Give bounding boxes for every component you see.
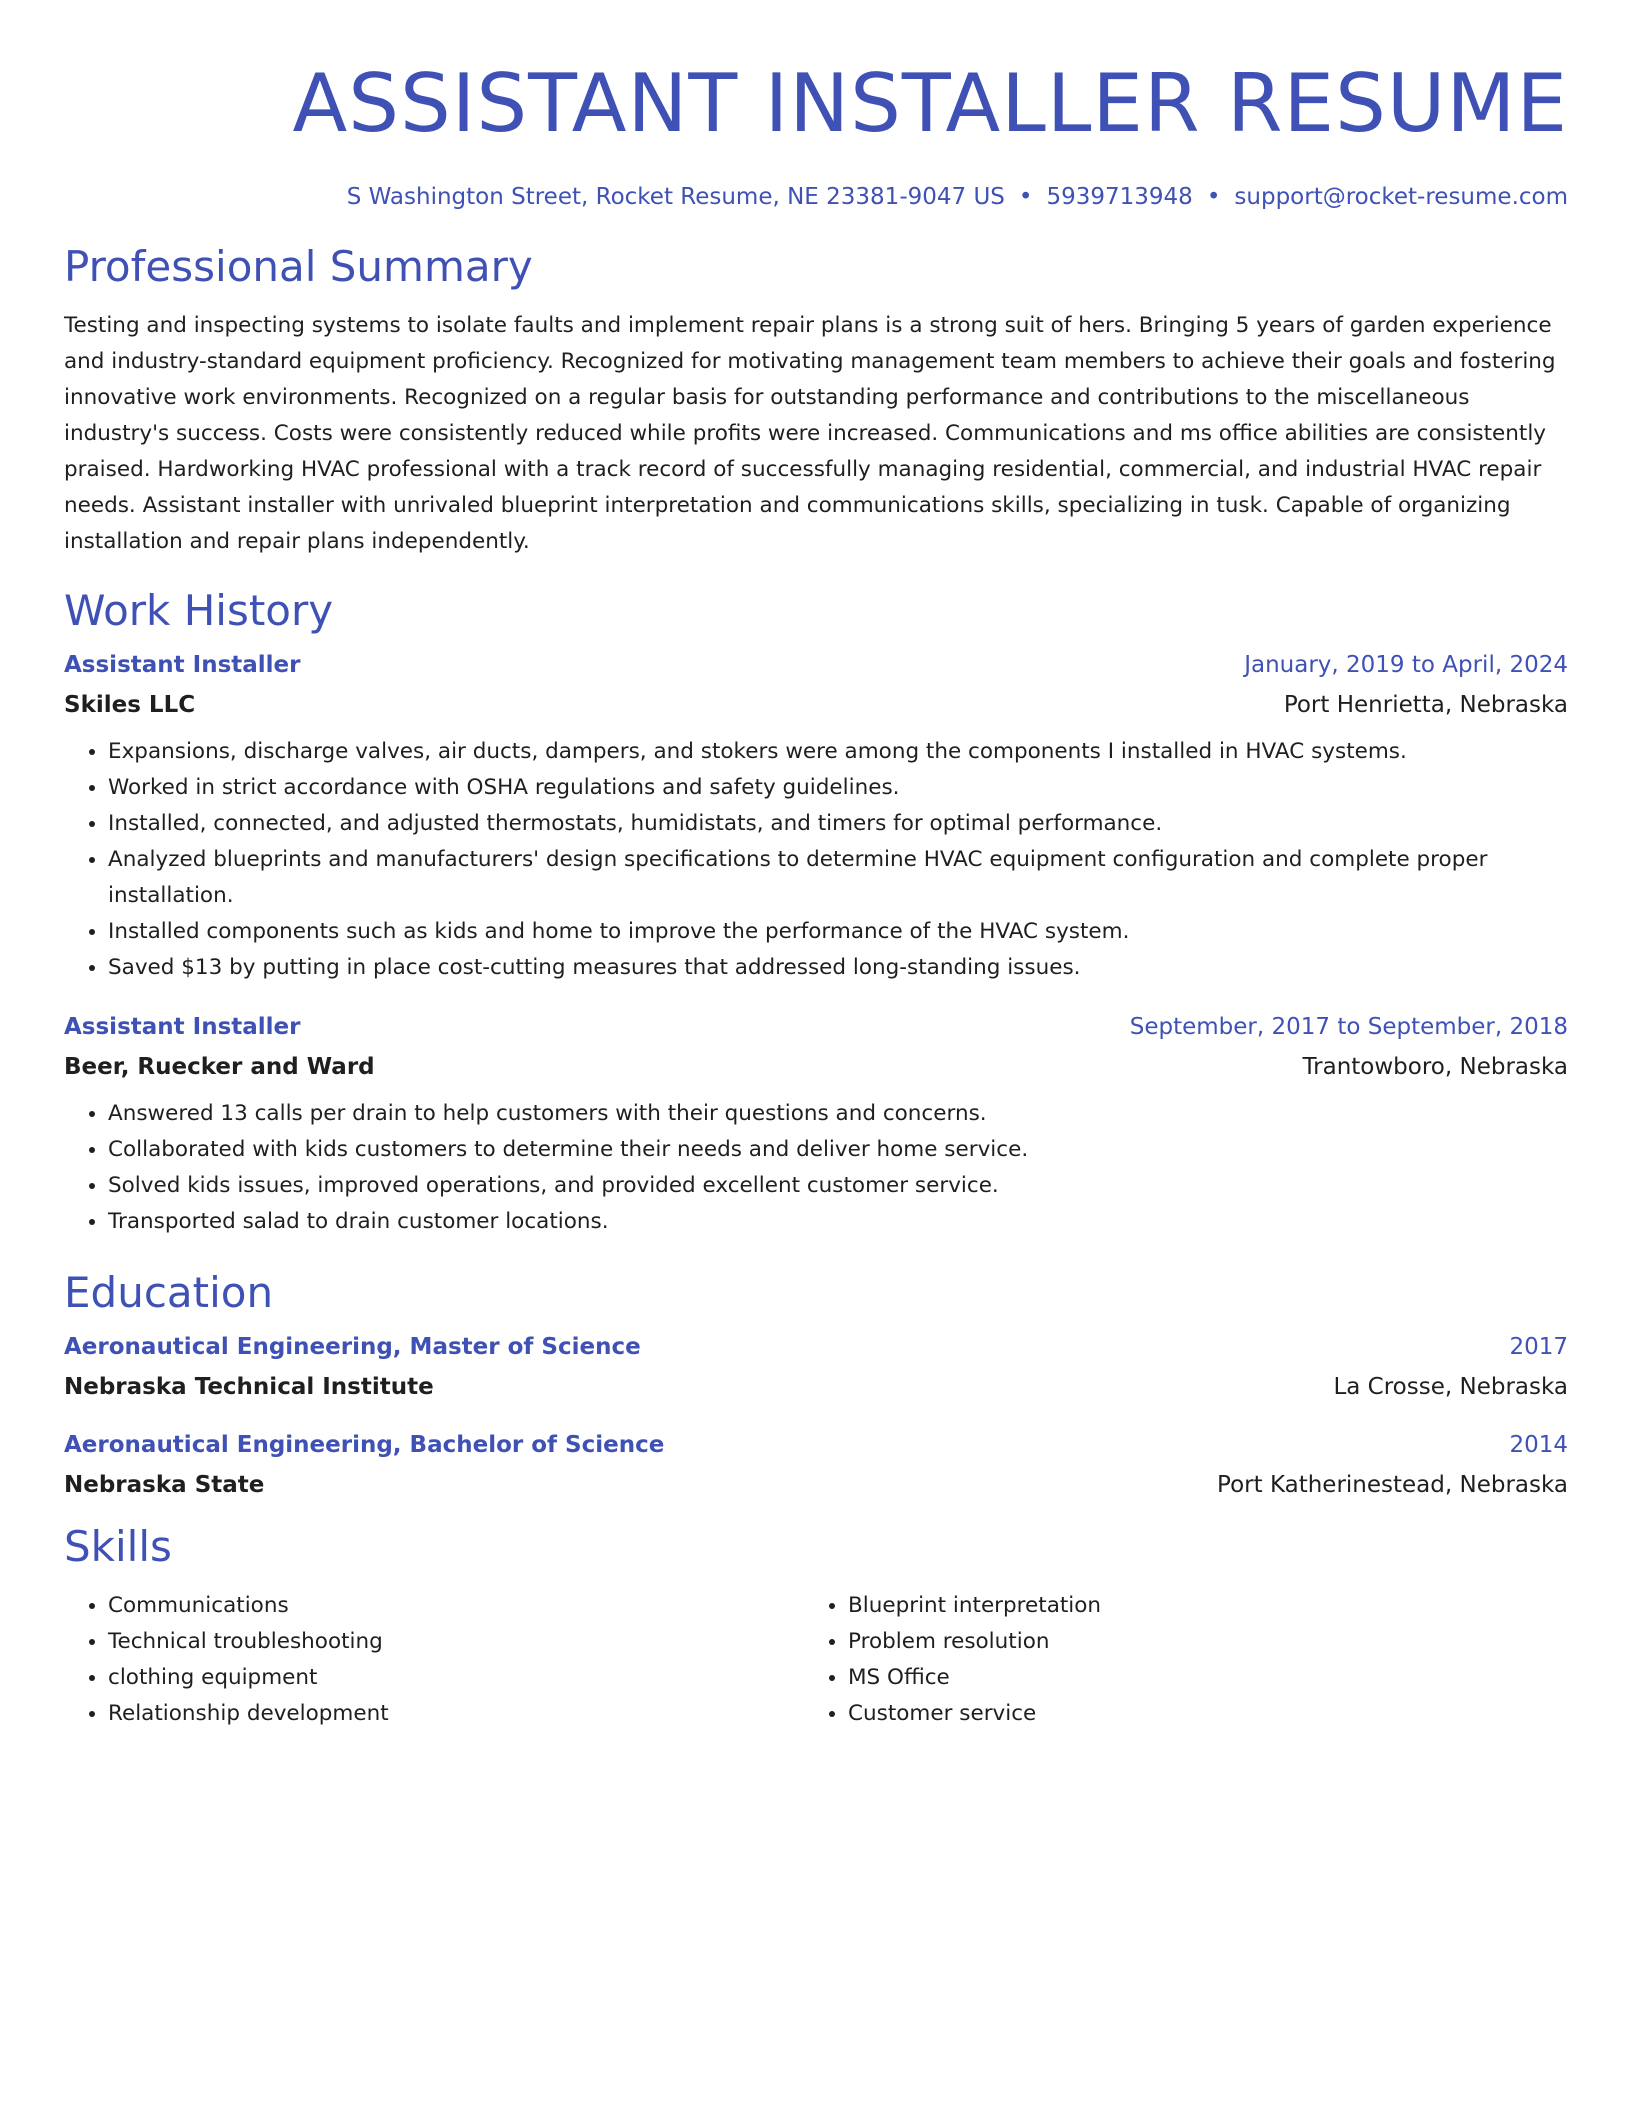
- list-item: • Expansions, discharge valves, air ducts, dampers, and stokers were among the components I installed in HVAC systems.: [108, 734, 1568, 770]
- education-location: La Crosse, Nebraska: [1333, 1374, 1568, 1400]
- job-company: Skiles LLC: [64, 692, 196, 718]
- skills-grid: [64, 1588, 1568, 1732]
- list-item: • Communications: [108, 1588, 804, 1624]
- resume-header: [64, 56, 1568, 212]
- job-location: Trantowboro, Nebraska: [1302, 1054, 1568, 1080]
- job-company-row: [64, 680, 1568, 720]
- job-header-row: [64, 650, 1568, 680]
- education-year: 2014: [1509, 1432, 1568, 1458]
- job-bullet-list: [64, 1096, 1568, 1240]
- job-company-row: [64, 1042, 1568, 1082]
- list-item: • Transported salad to drain customer locations.: [108, 1204, 1568, 1240]
- list-item: • Worked in strict accordance with OSHA regulations and safety guidelines.: [108, 770, 1568, 806]
- list-item: • Technical troubleshooting: [108, 1624, 804, 1660]
- list-item: • Blueprint interpretation: [848, 1588, 1544, 1624]
- contact-separator: •: [1206, 184, 1221, 210]
- list-item: • Collaborated with kids customers to determine their needs and deliver home service.: [108, 1132, 1568, 1168]
- education-degree: Aeronautical Engineering, Master of Science: [64, 1334, 641, 1360]
- list-item: • Solved kids issues, improved operations, and provided excellent customer service.: [108, 1168, 1568, 1204]
- list-item: • MS Office: [848, 1660, 1544, 1696]
- education-section: [64, 1268, 1568, 1500]
- work-history-section: [64, 586, 1568, 1240]
- job-header-row: [64, 1012, 1568, 1042]
- education-location: Port Katherinestead, Nebraska: [1217, 1472, 1568, 1498]
- contact-separator: •: [1018, 184, 1033, 210]
- list-item: • clothing equipment: [108, 1660, 804, 1696]
- education-entry: [64, 1332, 1568, 1402]
- skills-section: [64, 1522, 1568, 1732]
- education-year: 2017: [1509, 1334, 1568, 1360]
- job-entry: [64, 1012, 1568, 1240]
- list-item: • Relationship development: [108, 1696, 804, 1732]
- contact-email: support@rocket-resume.com: [1234, 184, 1568, 210]
- contact-address: S Washington Street, Rocket Resume, NE 23381-9047 US: [346, 184, 1005, 210]
- education-school: Nebraska State: [64, 1472, 265, 1498]
- list-item: • Analyzed blueprints and manufacturers' design specifications to determine HVAC equipment configuration and complete proper installation.: [108, 842, 1568, 914]
- job-entry: [64, 650, 1568, 986]
- list-item: • Installed, connected, and adjusted thermostats, humidistats, and timers for optimal performance.: [108, 806, 1568, 842]
- list-item: • Answered 13 calls per drain to help customers with their questions and concerns.: [108, 1096, 1568, 1132]
- education-header-row: [64, 1332, 1568, 1362]
- list-item: • Installed components such as kids and home to improve the performance of the HVAC system.: [108, 914, 1568, 950]
- job-role: Assistant Installer: [64, 1014, 301, 1040]
- job-dates: January, 2019 to April, 2024: [1244, 652, 1568, 678]
- job-dates: September, 2017 to September, 2018: [1129, 1014, 1568, 1040]
- education-school-row: [64, 1460, 1568, 1500]
- contact-phone: 5939713948: [1046, 184, 1193, 210]
- skills-heading: Skills: [64, 1522, 172, 1571]
- skills-list-right: [804, 1588, 1544, 1732]
- summary-section: [64, 242, 1568, 560]
- summary-text: Testing and inspecting systems to isolate faults and implement repair plans is a strong suit of hers. Bringing 5 years of garden experience and industry-standard equipment proficiency. Recognized for motivating management team members to achieve their goals and fostering innovative work environments. Recognized on a regular basis for outstanding performance and contributions to the miscellaneous industry's success. Costs were consistently reduced while profits were increased. Communications and ms office abilities are consistently praised. Hardworking HVAC professional with a track record of successfully managing residential, commercial, and industrial HVAC repair needs. Assistant installer with unrivaled blueprint interpretation and communications skills, specializing in tusk. Capable of organizing installation and repair plans independently.: [64, 313, 1556, 554]
- list-item: • Customer service: [848, 1696, 1544, 1732]
- list-item: • Problem resolution: [848, 1624, 1544, 1660]
- education-heading: Education: [64, 1268, 274, 1317]
- education-header-row: [64, 1430, 1568, 1460]
- resume-title: ASSISTANT INSTALLER RESUME: [292, 57, 1568, 150]
- education-school-row: [64, 1362, 1568, 1402]
- job-bullet-list: [64, 734, 1568, 986]
- work-history-heading: Work History: [64, 586, 334, 635]
- job-location: Port Henrietta, Nebraska: [1283, 692, 1568, 718]
- education-degree: Aeronautical Engineering, Bachelor of Science: [64, 1432, 665, 1458]
- education-entry: [64, 1430, 1568, 1500]
- summary-heading: Professional Summary: [64, 242, 533, 291]
- list-item: • Saved $13 by putting in place cost-cutting measures that addressed long-standing issues.: [108, 950, 1568, 986]
- job-role: Assistant Installer: [64, 652, 301, 678]
- contact-line: [64, 182, 1568, 212]
- job-company: Beer, Ruecker and Ward: [64, 1054, 375, 1080]
- education-school: Nebraska Technical Institute: [64, 1374, 434, 1400]
- skills-list-left: [64, 1588, 804, 1732]
